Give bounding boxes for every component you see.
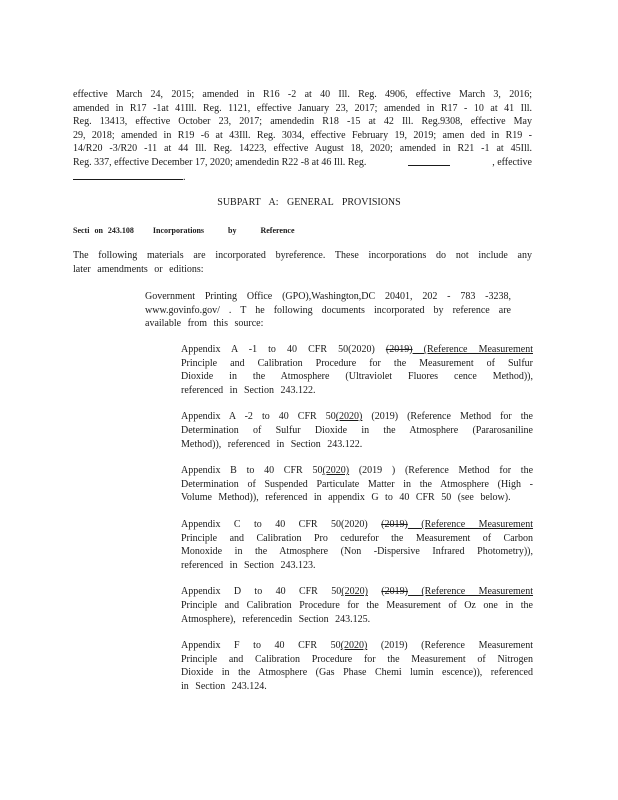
source-paragraph <box>145 290 511 331</box>
history-line-final <box>73 170 532 185</box>
history-last-suffix: , effective <box>492 156 532 168</box>
appendix-text: Principle and Calibration Procedure for the Measurement of Sulfur <box>181 357 533 369</box>
appendix-list <box>181 343 533 693</box>
intro-paragraph <box>73 249 532 276</box>
source-line: www.govinfo.gov/ . T he following documents incorporated by reference are <box>145 304 511 316</box>
history-line: 29, 2018; amended in R19 -6 at 43Ill. Reg. 3034, effective February 19, 2019; amen ded in R19 - <box>73 129 532 141</box>
appendix-line <box>181 518 533 532</box>
appendix-line <box>181 438 533 452</box>
appendix-text: Principle and Calibration Pro cedurefor the Measurement of Carbon <box>181 532 533 544</box>
appendix-text: (2019) (Reference Measurement <box>367 640 533 652</box>
inserted-text: (2020) <box>322 465 350 477</box>
appendix-line <box>181 532 533 546</box>
history-line: 14/R20 -3/R20 -11 at 44 Ill. Reg. 14223, effective August 18, 2020; amended in R21 -1 at 45Ill. <box>73 143 532 155</box>
appendix-line <box>181 478 533 492</box>
appendix-text: Determination of Suspended Particulate Matter in the Atmosphere (High - <box>181 478 533 490</box>
appendix-text: Appendix A -2 to 40 CFR 50 <box>181 411 336 423</box>
appendix-text: referenced in Section 243.122. <box>181 384 316 396</box>
appendix-text: Determination of Sulfur Dioxide in the Atmosphere (Pararosaniline <box>181 424 533 436</box>
appendix-line <box>181 599 533 613</box>
appendix-text: Principle and Calibration Procedure for the Measurement of Nitrogen <box>181 653 533 665</box>
history-line-last <box>73 156 532 170</box>
history-line: amended in R17 -1at 41Ill. Reg. 1121, effective January 23, 2017; amended in R17 - 10 at 41 Ill. <box>73 102 532 114</box>
appendix-text: in Section 243.124. <box>181 680 267 692</box>
inserted-text: (Reference Measurement <box>407 586 534 598</box>
source-line: Government Printing Office (GPO),Washington,DC 20401, 202 - 783 -3238, <box>145 291 511 302</box>
inserted-text: (2020) <box>335 411 363 423</box>
appendix-text: Dioxide in the Atmosphere (Gas Phase Chemi lumin escence)), referenced <box>181 667 533 679</box>
history-line: Reg. 13413, effective October 23, 2017; amendedin R18 -15 at 42 Ill. Reg.9308, effective May <box>73 116 532 128</box>
struck-text: (2019) <box>385 344 413 355</box>
intro-line: The following materials are incorporated byreference. These incorporations do not include any <box>73 250 532 261</box>
appendix-text: Dioxide in the Atmosphere (Ultraviolet Fluores cence Method)), <box>181 371 533 383</box>
inserted-text: (2020) <box>340 640 368 652</box>
appendix-line <box>181 545 533 559</box>
appendix-entry <box>181 585 533 626</box>
section-title: Incorporations by Reference <box>152 226 295 235</box>
appendix-entry <box>181 639 533 693</box>
appendix-line <box>181 653 533 667</box>
appendix-line <box>181 585 533 599</box>
appendix-text <box>368 586 381 597</box>
source-line: available from this source: <box>145 318 264 330</box>
inserted-text: (Reference Measurement <box>412 344 533 355</box>
appendix-text: (2019) (Reference Method for the <box>362 411 533 423</box>
appendix-text: Method)), referenced in Section 243.122. <box>181 438 363 450</box>
appendix-text: Appendix C to 40 CFR 50(2020) <box>181 518 382 530</box>
history-line: effective March 24, 2015; amended in R16 -2 at 40 Ill. Reg. 4906, effective March 3, 2016; <box>73 89 532 100</box>
inserted-text: (Reference Measurement <box>407 518 534 530</box>
appendix-line <box>181 357 533 371</box>
appendix-line <box>181 639 533 653</box>
appendix-line <box>181 559 533 573</box>
appendix-entry <box>181 343 533 397</box>
struck-text: (2019) <box>381 518 408 530</box>
struck-text: (2019) <box>381 586 408 598</box>
appendix-line <box>181 410 533 424</box>
appendix-line <box>181 666 533 680</box>
appendix-text: Volume Method)), referenced in appendix G to 40 CFR 50 (see below). <box>181 492 511 504</box>
appendix-entry <box>181 518 533 572</box>
appendix-entry <box>181 410 533 451</box>
appendix-line <box>181 384 533 398</box>
subpart-heading: SUBPART A: GENERAL PROVISIONS <box>217 197 401 208</box>
section-heading <box>73 224 295 238</box>
appendix-line <box>181 424 533 438</box>
appendix-line <box>181 343 533 357</box>
appendix-line <box>181 613 533 627</box>
appendix-text: Monoxide in the Atmosphere (Non -Dispersive Infrared Photometry)), <box>181 546 533 558</box>
appendix-text: (2019 ) (Reference Method for the <box>349 465 534 477</box>
appendix-line <box>181 491 533 505</box>
section-number: Secti on 243.108 <box>73 226 134 235</box>
inserted-text: (2020) <box>341 586 368 598</box>
appendix-line <box>181 680 533 694</box>
history-last-prefix: Reg. 337, effective December 17, 2020; amendedin R22 -8 at 46 Ill. Reg. <box>73 156 367 168</box>
appendix-text: Appendix B to 40 CFR 50 <box>181 465 323 477</box>
blank-effective-date <box>73 170 183 180</box>
appendix-text: Appendix D to 40 CFR 50 <box>181 586 342 598</box>
appendix-line <box>181 370 533 384</box>
appendix-text: Principle and Calibration Procedure for the Measurement of Oz one in the <box>181 599 533 611</box>
appendix-text: Appendix A -1 to 40 CFR 50(2020) <box>181 344 386 355</box>
history-final: . <box>183 171 186 183</box>
history-note <box>73 88 532 184</box>
intro-line: later amendments or editions: <box>73 263 204 275</box>
appendix-line <box>181 464 533 478</box>
appendix-entry <box>181 464 533 505</box>
appendix-text: Atmosphere), referencedin Section 243.125. <box>181 613 371 625</box>
appendix-text: referenced in Section 243.123. <box>181 559 316 571</box>
blank-register-page <box>408 156 450 166</box>
appendix-text: Appendix F to 40 CFR 50 <box>181 640 341 652</box>
